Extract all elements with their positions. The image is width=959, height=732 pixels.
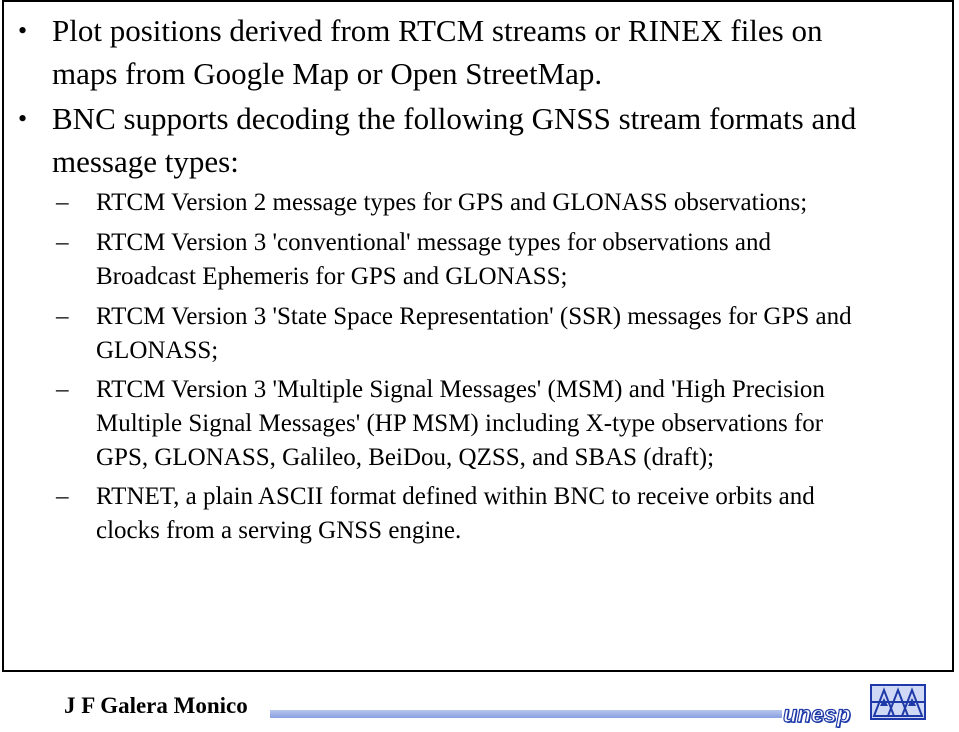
sub-bullet-line: RTCM Version 3 'State Space Representation' (SSR) messages for GPS and <box>96 303 852 330</box>
sub-bullet-line: GLONASS; <box>96 337 219 364</box>
sub-bullet-line: Multiple Signal Messages' (HP MSM) including X-type observations for <box>96 410 824 437</box>
sub-bullet-line: clocks from a serving GNSS engine. <box>96 517 462 544</box>
sub-bullet-dash: – <box>56 483 69 510</box>
sub-bullet-text <box>96 373 936 475</box>
sub-bullet-text <box>96 300 936 368</box>
sub-bullet-line: GPS, GLONASS, Galileo, BeiDou, QZSS, and SBAS (draft); <box>96 444 715 471</box>
bullet-text <box>52 9 932 95</box>
sub-bullet-text <box>96 480 936 548</box>
bullet-line: maps from Google Map or Open StreetMap. <box>52 56 603 91</box>
sub-bullet-dash: – <box>56 189 69 216</box>
sub-bullet-text <box>96 186 936 220</box>
bullet-dot: • <box>18 104 28 133</box>
footer-brand: unesp <box>783 701 851 727</box>
bullet-line: BNC supports decoding the following GNSS stream formats and <box>52 101 857 136</box>
footer-author: J F Galera Monico <box>64 693 248 718</box>
sub-bullet-text <box>96 226 936 294</box>
bullet-dot: • <box>18 16 28 45</box>
footer-bar <box>270 710 782 718</box>
sub-bullet-dash: – <box>56 376 69 403</box>
slide-frame <box>2 0 954 672</box>
bullet-line: message types: <box>52 144 239 179</box>
sub-bullet-line: RTNET, a plain ASCII format defined within BNC to receive orbits and <box>96 483 815 510</box>
sub-bullet-dash: – <box>56 303 69 330</box>
bullet-text <box>52 97 932 183</box>
sub-bullet-line: RTCM Version 2 message types for GPS and GLONASS observations; <box>96 189 808 216</box>
sub-bullet-line: RTCM Version 3 'conventional' message types for observations and <box>96 229 771 256</box>
sub-bullet-line: Broadcast Ephemeris for GPS and GLONASS; <box>96 263 568 290</box>
sub-bullet-line: RTCM Version 3 'Multiple Signal Messages' (MSM) and 'High Precision <box>96 376 825 403</box>
sub-bullet-dash: – <box>56 229 69 256</box>
bullet-line: Plot positions derived from RTCM streams or RINEX files on <box>52 13 823 48</box>
unesp-logo-icon <box>870 684 926 720</box>
